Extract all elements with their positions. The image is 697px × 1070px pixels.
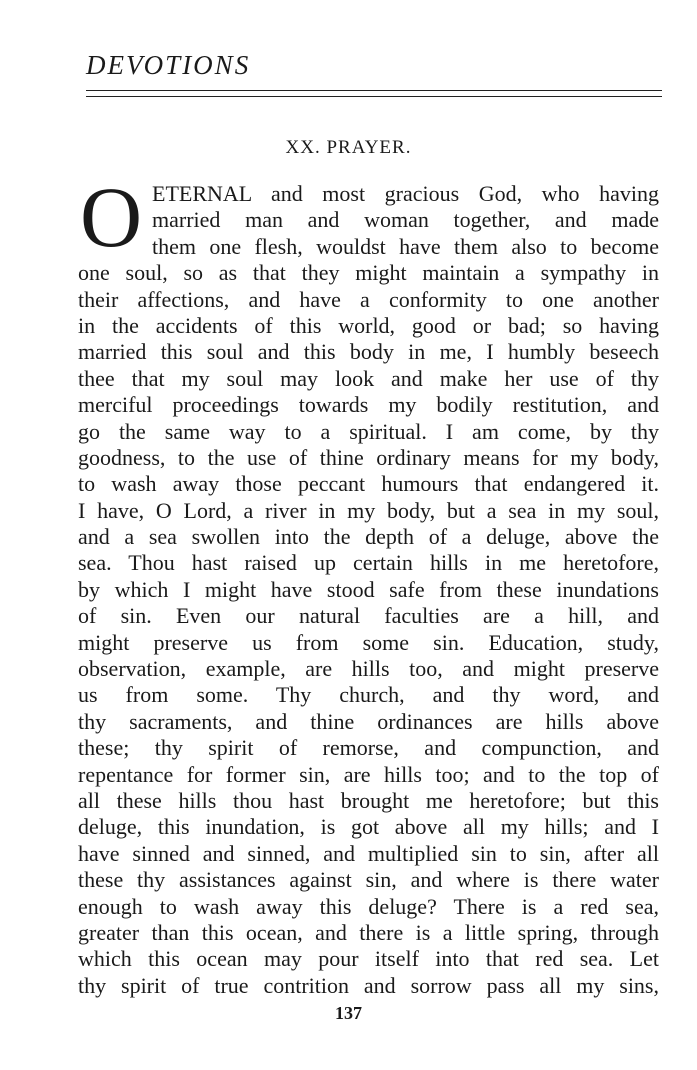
text-line: married man and woman together, and made (152, 207, 659, 233)
text-line: married this soul and this body in me, I humbly beseech (78, 339, 659, 365)
text-line: one soul, so as that they might maintain a sympathy in (78, 260, 659, 286)
text-line: us from some. Thy church, and thy word, and (78, 682, 659, 708)
text-line: thee that my soul may look and make her use of thy (78, 365, 659, 391)
text-line: these; thy spirit of remorse, and compunction, and (78, 735, 659, 761)
text-line: and a sea swollen into the depth of a deluge, above the (78, 524, 659, 550)
text-line: observation, example, are hills too, and might preserve (78, 656, 659, 682)
header-rule-thin (86, 96, 662, 97)
text-line: ETERNAL and most gracious God, who having (152, 181, 659, 206)
text-line: repentance for former sin, are hills too; and to the top of (78, 761, 659, 787)
text-line: to wash away those peccant humours that endangered it. (78, 471, 659, 497)
body-text (78, 181, 659, 999)
text-line: in the accidents of this world, good or bad; so having (78, 312, 659, 338)
text-line: I have, O Lord, a river in my body, but a sea in my soul, (78, 497, 659, 523)
text-line: their affections, and have a conformity to one another (78, 286, 659, 312)
text-line: which this ocean may pour itself into that red sea. Let (78, 946, 659, 972)
text-line: goodness, to the use of thine ordinary means for my body, (78, 444, 659, 470)
drop-cap: O (80, 169, 143, 265)
text-line: of sin. Even our natural faculties are a hill, and (78, 603, 659, 629)
text-line: might preserve us from some sin. Education, study, (78, 629, 659, 655)
text-line: have sinned and sinned, and multiplied sin to sin, after all (78, 840, 659, 866)
text-line: thy spirit of true contrition and sorrow pass all my sins, (78, 972, 659, 998)
text-line: go the same way to a spiritual. I am come, by thy (78, 418, 659, 444)
page-number: 137 (335, 1003, 362, 1023)
text-line: sea. Thou hast raised up certain hills in me heretofore, (78, 550, 659, 576)
header-rule (86, 90, 662, 91)
section-heading: XX. PRAYER. (285, 137, 412, 158)
text-line: enough to wash away this deluge? There is a red sea, (78, 893, 659, 919)
text-line: these thy assistances against sin, and where is there water (78, 867, 659, 893)
text-line: merciful proceedings towards my bodily restitution, and (78, 392, 659, 418)
text-line: deluge, this inundation, is got above all my hills; and I (78, 814, 659, 840)
text-line: thy sacraments, and thine ordinances are hills above (78, 708, 659, 734)
text-line: them one flesh, wouldst have them also to become (152, 233, 659, 259)
text-line: all these hills thou hast brought me heretofore; but this (78, 787, 659, 813)
running-head: DEVOTIONS (86, 50, 251, 80)
text-line: by which I might have stood safe from these inundations (78, 576, 659, 602)
text-line: greater than this ocean, and there is a little spring, through (78, 919, 659, 945)
